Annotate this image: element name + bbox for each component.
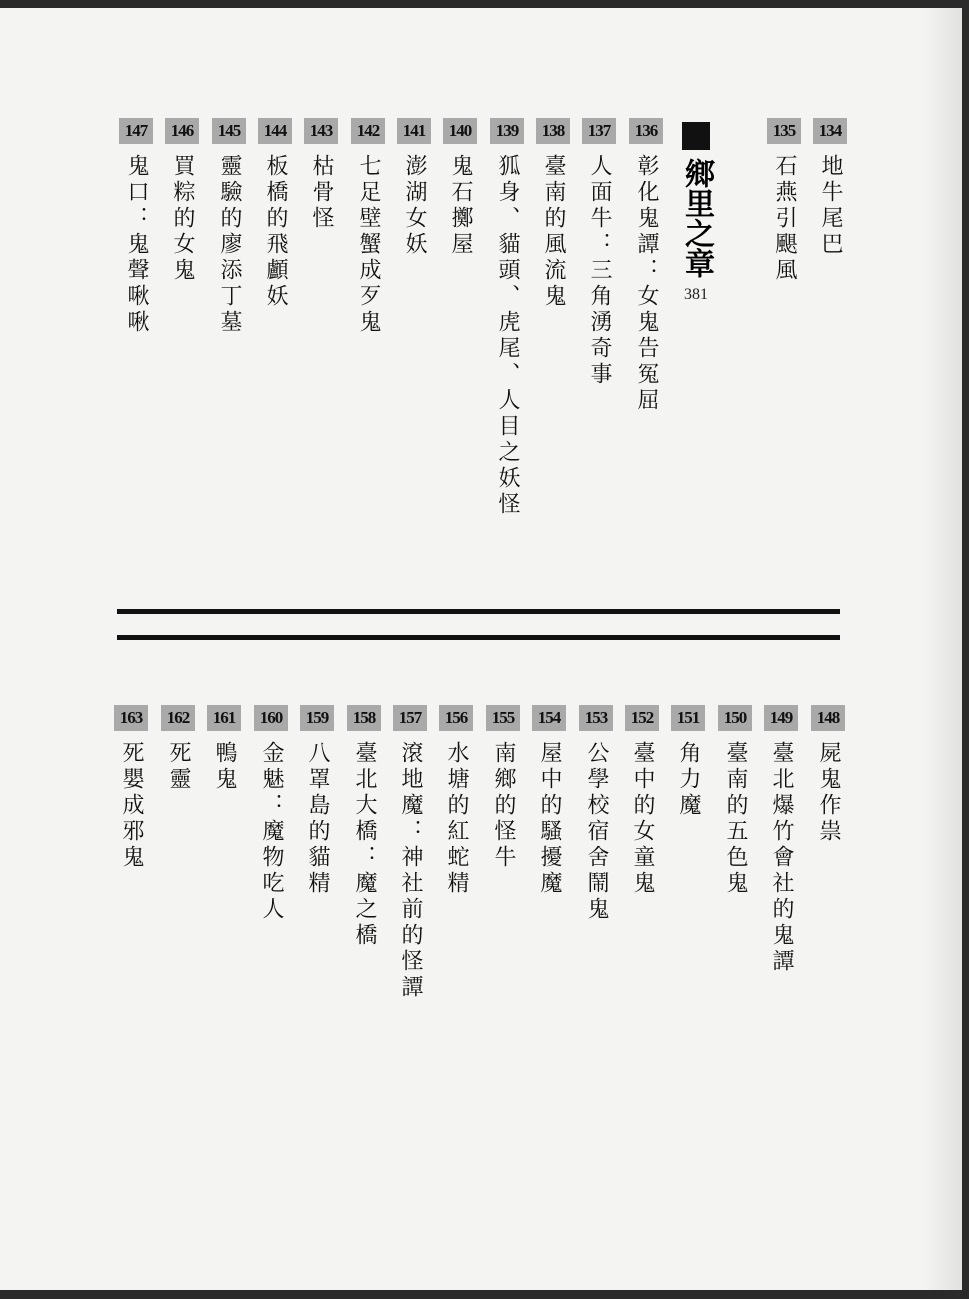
- toc-entry: [160, 705, 196, 793]
- toc-entry: [717, 705, 753, 897]
- entry-number-badge: 136: [629, 118, 663, 144]
- entry-number-badge: 134: [813, 118, 847, 144]
- toc-entry: [253, 705, 289, 923]
- entry-title: 石燕引颶風: [772, 154, 797, 284]
- entry-number-badge: 144: [258, 118, 292, 144]
- toc-entry: [392, 705, 428, 1001]
- chapter-heading: [676, 122, 716, 304]
- entry-number-badge: 160: [254, 705, 288, 731]
- entry-title: 屍鬼作祟: [816, 741, 841, 845]
- toc-entry: [113, 705, 149, 871]
- toc-entry: [442, 118, 478, 258]
- entry-title: 彰化鬼譚：女鬼告冤屈: [634, 154, 659, 414]
- entry-title: 七足壁蟹成歹鬼: [356, 154, 381, 336]
- entry-number-badge: 158: [347, 705, 381, 731]
- entry-number-badge: 137: [582, 118, 616, 144]
- entry-number-badge: 147: [119, 118, 153, 144]
- toc-entry: [257, 118, 293, 310]
- toc-entry: [531, 705, 567, 897]
- entry-number-badge: 146: [165, 118, 199, 144]
- entry-title: 八罩島的貓精: [305, 741, 330, 897]
- section-divider-rule-bottom: [117, 635, 840, 640]
- entry-number-badge: 149: [764, 705, 798, 731]
- book-page: [0, 8, 962, 1290]
- toc-entry: [766, 118, 802, 284]
- chapter-page-number: 381: [684, 286, 708, 303]
- entry-number-badge: 161: [207, 705, 241, 731]
- entry-title: 公學校宿舍鬧鬼: [584, 741, 609, 923]
- entry-number-badge: 139: [490, 118, 524, 144]
- toc-entry: [812, 118, 848, 258]
- entry-title: 澎湖女妖: [402, 154, 427, 258]
- entry-title: 臺南的五色鬼: [723, 741, 748, 897]
- entry-title: 死靈: [166, 741, 191, 793]
- toc-entry: [485, 705, 521, 871]
- chapter-marker-square: [682, 122, 710, 150]
- entry-title: 人面牛：三角湧奇事: [587, 154, 612, 388]
- entry-number-badge: 145: [212, 118, 246, 144]
- entry-title: 金魅：魔物吃人: [259, 741, 284, 923]
- toc-entry: [396, 118, 432, 258]
- toc-entry: [164, 118, 200, 284]
- toc-entry: [535, 118, 571, 310]
- toc-entry: [581, 118, 617, 388]
- section-divider-rule-top: [117, 609, 840, 614]
- entry-number-badge: 152: [625, 705, 659, 731]
- entry-title: 鬼口：鬼聲啾啾: [124, 154, 149, 336]
- entry-number-badge: 138: [536, 118, 570, 144]
- entry-title: 南鄉的怪牛: [491, 741, 516, 871]
- entry-title: 臺中的女童鬼: [630, 741, 655, 897]
- toc-entry: [489, 118, 525, 518]
- toc-entry: [628, 118, 664, 414]
- entry-number-badge: 151: [671, 705, 705, 731]
- entry-title: 鬼石擲屋: [448, 154, 473, 258]
- entry-title: 屋中的騷擾魔: [537, 741, 562, 897]
- entry-number-badge: 163: [114, 705, 148, 731]
- entry-title: 板橋的飛顱妖: [263, 154, 288, 310]
- toc-entry: [346, 705, 382, 949]
- entry-title: 地牛尾巴: [818, 154, 843, 258]
- toc-entry: [211, 118, 247, 336]
- entry-title: 買粽的女鬼: [170, 154, 195, 284]
- entry-title: 死嬰成邪鬼: [119, 741, 144, 871]
- entry-title: 水塘的紅蛇精: [444, 741, 469, 897]
- entry-title: 狐身、貓頭、虎尾、人目之妖怪: [495, 154, 520, 518]
- entry-number-badge: 148: [811, 705, 845, 731]
- toc-entry: [350, 118, 386, 336]
- entry-number-badge: 156: [439, 705, 473, 731]
- toc-entry: [763, 705, 799, 975]
- entry-title: 滾地魔：神社前的怪譚: [398, 741, 423, 1001]
- entry-title: 臺北大橋：魔之橋: [352, 741, 377, 949]
- entry-title: 角力魔: [676, 741, 701, 819]
- entry-number-badge: 157: [393, 705, 427, 731]
- toc-entry: [438, 705, 474, 897]
- toc-entry: [206, 705, 242, 793]
- toc-entry: [670, 705, 706, 819]
- toc-entry: [624, 705, 660, 897]
- entry-number-badge: 153: [579, 705, 613, 731]
- toc-entry: [810, 705, 846, 845]
- entry-number-badge: 154: [532, 705, 566, 731]
- chapter-title: 鄉里之章: [679, 158, 714, 278]
- entry-number-badge: 141: [397, 118, 431, 144]
- entry-number-badge: 162: [161, 705, 195, 731]
- page-spine-shadow: [922, 8, 962, 1290]
- entry-number-badge: 142: [351, 118, 385, 144]
- toc-entry: [303, 118, 339, 232]
- entry-number-badge: 150: [718, 705, 752, 731]
- entry-title: 鴨鬼: [212, 741, 237, 793]
- entry-title: 臺南的風流鬼: [541, 154, 566, 310]
- entry-title: 靈驗的廖添丁墓: [217, 154, 242, 336]
- entry-title: 臺北爆竹會社的鬼譚: [769, 741, 794, 975]
- entry-number-badge: 135: [767, 118, 801, 144]
- entry-title: 枯骨怪: [309, 154, 334, 232]
- entry-number-badge: 155: [486, 705, 520, 731]
- entry-number-badge: 140: [443, 118, 477, 144]
- toc-entry: [299, 705, 335, 897]
- entry-number-badge: 143: [304, 118, 338, 144]
- toc-entry: [578, 705, 614, 923]
- toc-entry: [118, 118, 154, 336]
- entry-number-badge: 159: [300, 705, 334, 731]
